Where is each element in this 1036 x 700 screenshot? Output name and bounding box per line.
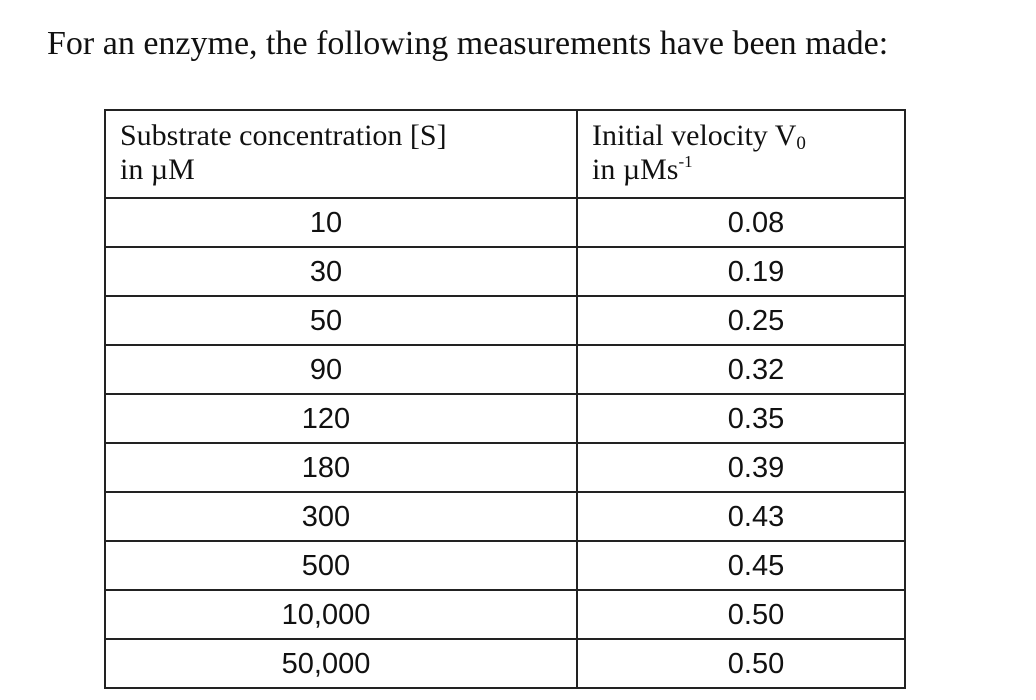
- table-row: [105, 492, 905, 541]
- header-line: [592, 153, 904, 187]
- substrate-cell: 90: [105, 345, 577, 394]
- header-superscript: -1: [678, 152, 693, 171]
- substrate-cell: 30: [105, 247, 577, 296]
- velocity-cell: 0.25: [577, 296, 905, 345]
- velocity-cell: 0.08: [577, 198, 905, 247]
- velocity-cell: 0.50: [577, 590, 905, 639]
- velocity-cell: 0.35: [577, 394, 905, 443]
- measurements-table: [104, 109, 906, 689]
- table-row: [105, 296, 905, 345]
- header-line: Substrate concentration [S]: [120, 119, 447, 152]
- substrate-cell: 10,000: [105, 590, 577, 639]
- substrate-cell: 300: [105, 492, 577, 541]
- velocity-cell: 0.50: [577, 639, 905, 688]
- substrate-cell: 50: [105, 296, 577, 345]
- substrate-cell: 50,000: [105, 639, 577, 688]
- velocity-cell: 0.39: [577, 443, 905, 492]
- velocity-cell: 0.32: [577, 345, 905, 394]
- table-row: [105, 247, 905, 296]
- substrate-concentration-header: [105, 110, 577, 198]
- header-text: in µMs: [592, 153, 679, 186]
- header-text: Initial velocity V: [592, 119, 797, 152]
- velocity-cell: 0.45: [577, 541, 905, 590]
- substrate-cell: 10: [105, 198, 577, 247]
- velocity-cell: 0.43: [577, 492, 905, 541]
- table-header-row: [105, 110, 905, 198]
- table-row: [105, 639, 905, 688]
- substrate-cell: 120: [105, 394, 577, 443]
- table-row: [105, 541, 905, 590]
- velocity-cell: 0.19: [577, 247, 905, 296]
- table-row: [105, 443, 905, 492]
- table-row: [105, 198, 905, 247]
- page-heading: For an enzyme, the following measurements have been made:: [47, 25, 889, 62]
- table-row: [105, 590, 905, 639]
- table-row: [105, 345, 905, 394]
- table-row: [105, 394, 905, 443]
- header-line: in µM: [120, 153, 195, 186]
- initial-velocity-header: [577, 110, 905, 198]
- header-line: [592, 119, 904, 153]
- substrate-cell: 180: [105, 443, 577, 492]
- header-subscript: 0: [796, 133, 806, 154]
- substrate-cell: 500: [105, 541, 577, 590]
